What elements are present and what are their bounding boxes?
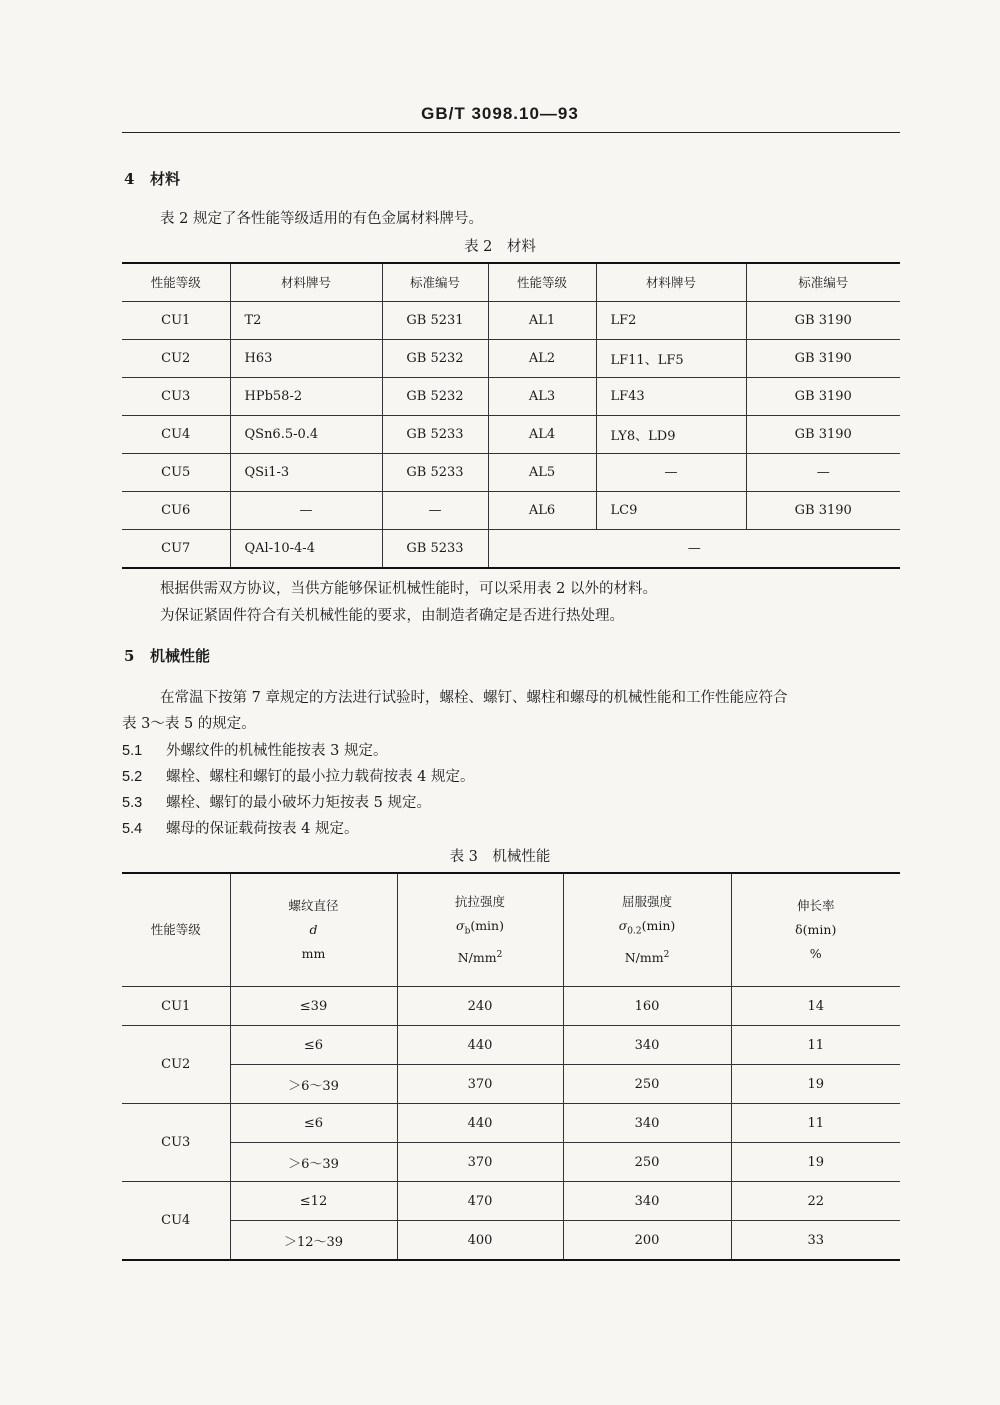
table-cell: ≤12 <box>230 1182 397 1221</box>
table-cell: AL1 <box>488 302 596 340</box>
section-5-number: 5 <box>124 647 135 665</box>
table-cell: QSi1-3 <box>230 454 382 492</box>
table-cell: 370 <box>397 1143 563 1182</box>
table-cell: GB 3190 <box>746 340 900 378</box>
table-cell: GB 5233 <box>382 454 488 492</box>
table-cell: AL2 <box>488 340 596 378</box>
table-cell: 160 <box>563 987 731 1026</box>
unit-text: N/mm <box>624 950 664 966</box>
table-row <box>122 454 900 492</box>
table-cell: CU4 <box>122 1182 230 1261</box>
table-cell: AL6 <box>488 492 596 530</box>
table-cell: GB 5233 <box>382 416 488 454</box>
clause-5-1 <box>122 739 387 760</box>
note-paragraph: 为保证紧固件符合有关机械性能的要求，由制造者确定是否进行热处理。 <box>160 608 624 624</box>
clause-number: 5.4 <box>122 821 143 837</box>
header-rule <box>122 132 900 133</box>
table-cell: 19 <box>731 1143 900 1182</box>
table-row <box>122 1182 900 1221</box>
table-row <box>122 340 900 378</box>
table-header-cell <box>563 873 731 987</box>
symbol-suffix: (min) <box>641 917 676 933</box>
clause-number: 5.3 <box>122 795 143 811</box>
table-cell: 11 <box>731 1104 900 1143</box>
table-cell: ＞12～39 <box>230 1221 397 1261</box>
table-cell: GB 5233 <box>382 530 488 569</box>
table-cell: GB 5231 <box>382 302 488 340</box>
clause-text: 螺栓、螺柱和螺钉的最小拉力载荷按表 4 规定。 <box>166 769 475 785</box>
table-row <box>122 378 900 416</box>
table-cell: CU7 <box>122 530 230 569</box>
table-cell: 440 <box>397 1026 563 1065</box>
table-cell: 340 <box>563 1182 731 1221</box>
symbol-subscript: b <box>464 926 471 937</box>
clause-number: 5.2 <box>122 769 143 785</box>
table-cell: GB 5232 <box>382 340 488 378</box>
table-cell: CU1 <box>122 302 230 340</box>
table-cell: — <box>596 454 746 492</box>
table-cell: 400 <box>397 1221 563 1261</box>
table-cell: ≤39 <box>230 987 397 1026</box>
table-cell: T2 <box>230 302 382 340</box>
table-cell: 470 <box>397 1182 563 1221</box>
table-header-cell: 材料牌号 <box>596 263 746 302</box>
table-cell: LF43 <box>596 378 746 416</box>
table-cell: ＞6～39 <box>230 1143 397 1182</box>
header-symbol <box>398 914 563 944</box>
section-5-intro-continued: 表 3～表 5 的规定。 <box>122 716 256 732</box>
table-cell: ≤6 <box>230 1026 397 1065</box>
clause-text: 螺栓、螺钉的最小破坏力矩按表 5 规定。 <box>166 795 431 811</box>
section-5-title: 机械性能 <box>150 647 211 665</box>
table-cell: AL5 <box>488 454 596 492</box>
table-row <box>122 1065 900 1104</box>
table-row <box>122 530 900 569</box>
header-unit: % <box>809 946 822 961</box>
table-cell: CU1 <box>122 987 230 1026</box>
table-row <box>122 416 900 454</box>
table-cell: 440 <box>397 1104 563 1143</box>
table-row <box>122 1221 900 1261</box>
table-cell: — <box>746 454 900 492</box>
unit-superscript: 2 <box>496 950 503 961</box>
table-row <box>122 302 900 340</box>
table-header-cell: 性能等级 <box>122 873 230 987</box>
table-cell: LF2 <box>596 302 746 340</box>
section-4-title: 材料 <box>150 170 181 188</box>
header-title: 伸长率 <box>796 898 835 913</box>
standard-code-header: GB/T 3098.10—93 <box>421 104 579 123</box>
unit-superscript: 2 <box>663 950 670 961</box>
table-row <box>122 987 900 1026</box>
mechanical-properties-table <box>122 872 900 1261</box>
table-cell: CU6 <box>122 492 230 530</box>
materials-table <box>122 262 900 569</box>
table-header-cell: 性能等级 <box>122 263 230 302</box>
table-cell: CU2 <box>122 340 230 378</box>
table-cell: AL4 <box>488 416 596 454</box>
table-cell: — <box>382 492 488 530</box>
table-cell: 250 <box>563 1065 731 1104</box>
unit-text: N/mm <box>457 950 497 966</box>
table-2-caption: 表 2 材料 <box>464 239 536 255</box>
table-header-row <box>122 263 900 302</box>
table-cell: AL3 <box>488 378 596 416</box>
clause-number: 5.1 <box>122 743 143 759</box>
table-header-cell: 材料牌号 <box>230 263 382 302</box>
table-cell: QSn6.5-0.4 <box>230 416 382 454</box>
table-cell: GB 3190 <box>746 378 900 416</box>
table-cell: — <box>230 492 382 530</box>
table-cell: 22 <box>731 1182 900 1221</box>
table-cell: 200 <box>563 1221 731 1261</box>
table-3-caption: 表 3 机械性能 <box>449 849 551 865</box>
header-unit: mm <box>301 946 326 961</box>
note-paragraph: 根据供需双方协议，当供方能够保证机械性能时，可以采用表 2 以外的材料。 <box>160 581 657 597</box>
header-unit <box>398 943 563 970</box>
table-cell: H63 <box>230 340 382 378</box>
table-header-cell: 性能等级 <box>488 263 596 302</box>
table-row <box>122 1026 900 1065</box>
symbol-sigma: σ <box>618 917 628 933</box>
table-cell: 19 <box>731 1065 900 1104</box>
table-cell: LC9 <box>596 492 746 530</box>
table-row <box>122 1104 900 1143</box>
table-cell: 240 <box>397 987 563 1026</box>
clause-text: 外螺纹件的机械性能按表 3 规定。 <box>166 743 388 759</box>
header-title: 屈服强度 <box>621 893 672 909</box>
table-cell: ＞6～39 <box>230 1065 397 1104</box>
table-cell: LF11、LF5 <box>596 340 746 378</box>
table-cell: 340 <box>563 1104 731 1143</box>
table-header-cell: 标准编号 <box>382 263 488 302</box>
table-header-cell: 标准编号 <box>746 263 900 302</box>
header-symbol: δ(min) <box>795 922 837 937</box>
table-cell: 33 <box>731 1221 900 1261</box>
table-cell: 340 <box>563 1026 731 1065</box>
section-5-heading <box>124 645 210 666</box>
table-cell: ≤6 <box>230 1104 397 1143</box>
clause-text: 螺母的保证载荷按表 4 规定。 <box>166 821 359 837</box>
table-cell: CU2 <box>122 1026 230 1104</box>
table-cell: HPb58-2 <box>230 378 382 416</box>
table-header-cell <box>731 873 900 987</box>
symbol-sigma: σ <box>456 917 465 933</box>
table-cell: CU4 <box>122 416 230 454</box>
table-cell: GB 3190 <box>746 492 900 530</box>
table-row <box>122 1143 900 1182</box>
header-unit <box>564 943 731 970</box>
section-5-intro: 在常温下按第 7 章规定的方法进行试验时，螺栓、螺钉、螺柱和螺母的机械性能和工作性能应符合 <box>160 690 788 706</box>
symbol-suffix: (min) <box>470 917 504 933</box>
table-cell: GB 3190 <box>746 416 900 454</box>
table-cell: 250 <box>563 1143 731 1182</box>
table-cell: 370 <box>397 1065 563 1104</box>
header-symbol <box>564 914 731 944</box>
table-header-row <box>122 873 900 987</box>
table-cell: GB 5232 <box>382 378 488 416</box>
header-symbol: d <box>309 922 318 937</box>
table-cell: QAl-10-4-4 <box>230 530 382 569</box>
clause-5-3 <box>122 791 431 812</box>
table-cell: 11 <box>731 1026 900 1065</box>
section-4-intro: 表 2 规定了各性能等级适用的有色金属材料牌号。 <box>160 211 483 227</box>
table-header-cell <box>397 873 563 987</box>
table-cell: GB 3190 <box>746 302 900 340</box>
header-title: 螺纹直径 <box>288 898 339 913</box>
table-cell: CU3 <box>122 1104 230 1182</box>
table-row <box>122 492 900 530</box>
table-cell: CU3 <box>122 378 230 416</box>
section-4-number: 4 <box>124 170 135 188</box>
clause-5-4 <box>122 817 358 838</box>
table-cell: — <box>488 530 900 569</box>
table-header-cell <box>230 873 397 987</box>
symbol-subscript: 0.2 <box>627 926 642 937</box>
table-cell: LY8、LD9 <box>596 416 746 454</box>
clause-5-2 <box>122 765 474 786</box>
table-cell: CU5 <box>122 454 230 492</box>
section-4-heading <box>124 168 180 189</box>
table-cell: 14 <box>731 987 900 1026</box>
header-title: 抗拉强度 <box>454 893 505 909</box>
